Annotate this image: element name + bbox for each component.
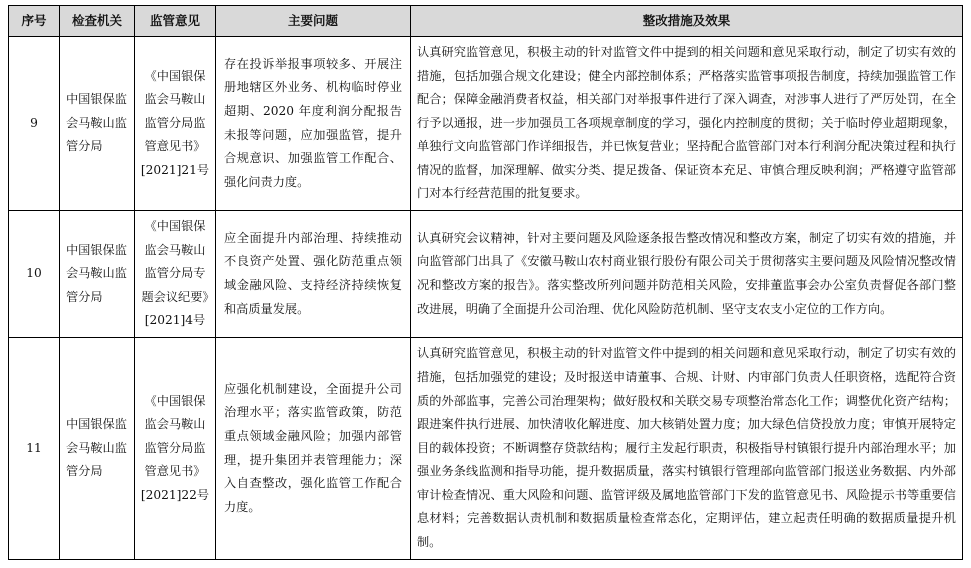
header-problem: 主要问题: [216, 6, 411, 37]
row-doc: 《中国银保监会马鞍山监管分局监管意见书》[2021]22号: [135, 338, 216, 560]
row-problem: 应强化机制建设，全面提升公司治理水平；落实监管政策，防范重点领域金融风险；加强内部管理，提升集团并表管理能力；深入自查整改，强化监管工作配合力度。: [216, 338, 411, 560]
row-problem: 应全面提升内部治理、持续推动不良资产处置、强化防范重点领域金融风险、支持经济持续恢复和高质量发展。: [216, 211, 411, 338]
header-doc: 监管意见: [135, 6, 216, 37]
row-measures: 认真研究会议精神，针对主要问题及风险逐条报告整改情况和整改方案，制定了切实有效的措施，并向监管部门出具了《安徽马鞍山农村商业银行股份有限公司关于贯彻落实主要问题及风险情况整改情况和整改方案的报告》。落实整改所列问题并防范相关风险，安排董监事会办公室负责督促各部门整改进展，明确了全面提升公司治理、优化风险防范机制、坚守支农支小定位的工作方向。: [411, 211, 963, 338]
table-header-row: [9, 6, 963, 37]
row-measures: 认真研究监管意见，积极主动的针对监管文件中提到的相关问题和意见采取行动，制定了切实有效的措施，包括加强合规文化建设；健全内部控制体系；严格落实监管事项报告制度，持续加强监管工作配合；保障金融消费者权益，相关部门对举报事件进行了深入调查，对涉事人进行了严厉处罚，在全行予以通报，进一步加强员工各项规章制度的学习，强化内控制度的贯彻；关于临时停业超期现象，单独行文向监管部门作详细报告，并已恢复营业；坚持配合监管部门对本行利润分配决策过程和执行情况的监督，加深理解、做实分类、提足拨备、保证资本充足、审慎合理反映利润；严格遵守监管部门对本行经营范围的批复要求。: [411, 37, 963, 211]
rectification-table: [8, 5, 963, 560]
row-org: 中国银保监会马鞍山监管分局: [60, 37, 135, 211]
row-no: 11: [9, 338, 60, 560]
row-org: 中国银保监会马鞍山监管分局: [60, 211, 135, 338]
row-measures: 认真研究监管意见，积极主动的针对监管文件中提到的相关问题和意见采取行动，制定了切实有效的措施，包括加强党的建设；及时报送申请董事、合规、计财、内审部门负责人任职资格，选配符合资质的外部监事，完善公司治理架构；做好股权和关联交易专项整治常态化工作；调整优化资产结构；跟进案件执行进展、加快清收化解进度、加大核销处置力度；加大绿色信贷投放力度；审慎开展特定目的载体投资；不断调整存贷款结构；履行主发起行职责，积极指导村镇银行提升内部治理水平；加强业务条线监测和指导功能，提升数据质量，落实村镇银行管理部向监管部门报送业务数据、内外部审计检查情况、重大风险和问题、监管评级及属地监管部门下发的监管意见书、风险提示书等重要信息材料；完善数据认责机制和数据质量检查常态化，定期评估，建立起责任明确的数据质量提升机制。: [411, 338, 963, 560]
header-org: 检查机关: [60, 6, 135, 37]
row-org: 中国银保监会马鞍山监管分局: [60, 338, 135, 560]
row-doc: 《中国银保监会马鞍山监管分局专题会议纪要》[2021]4号: [135, 211, 216, 338]
row-problem: 存在投诉举报事项较多、开展注册地辖区外业务、机构临时停业超期、2020 年度利润分配报告未报等问题，应加强监管，提升合规意识、加强监管工作配合、强化问责力度。: [216, 37, 411, 211]
row-no: 10: [9, 211, 60, 338]
header-no: 序号: [9, 6, 60, 37]
table-row: [9, 211, 963, 338]
table-row: [9, 37, 963, 211]
row-no: 9: [9, 37, 60, 211]
header-measures: 整改措施及效果: [411, 6, 963, 37]
row-doc: 《中国银保监会马鞍山监管分局监管意见书》[2021]21号: [135, 37, 216, 211]
table-row: [9, 338, 963, 560]
